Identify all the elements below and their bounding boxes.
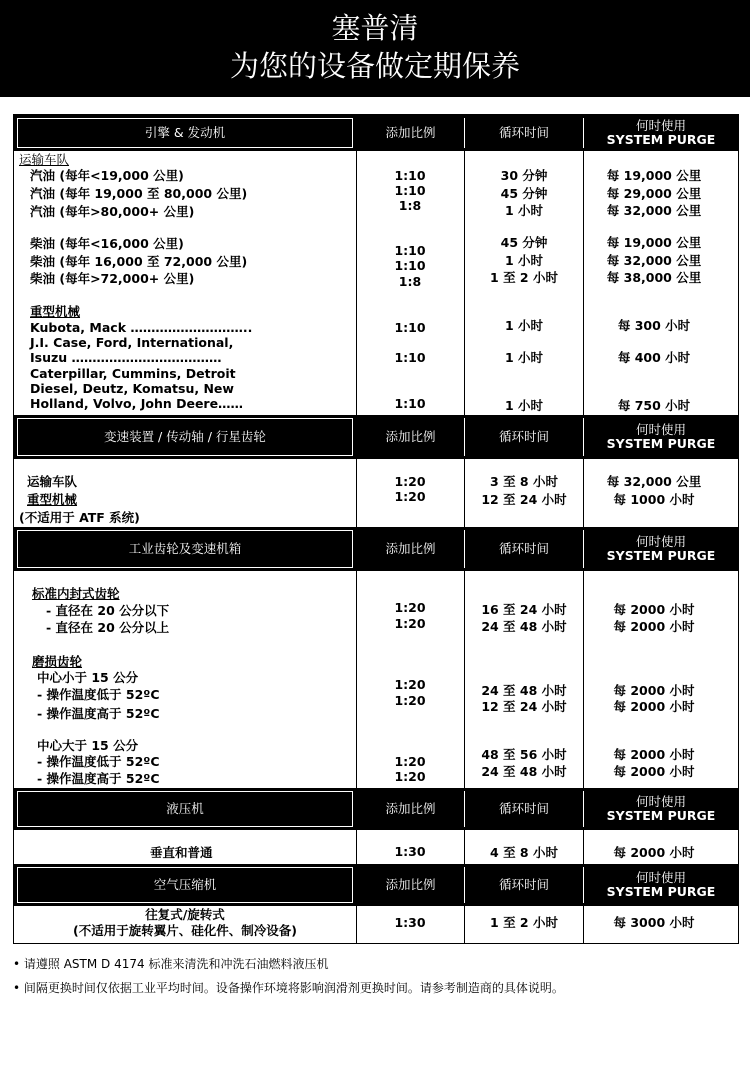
air-row-1: 往复式/旋转式: [145, 907, 225, 922]
header-cycle: 循环时间: [498, 541, 549, 556]
heavy-row-2a: J.I. Case, Ford, International,: [30, 335, 234, 350]
std-gear-label: 标准内封式齿轮: [32, 586, 120, 601]
header-air-title: 空气压缩机: [17, 867, 353, 903]
diesel-row-2: 柴油 (每年 16,000 至 72,000 公里): [30, 254, 248, 269]
header-ratio: 添加比例: [385, 125, 436, 140]
heavy-row-2b: Isuzu ………………………………: [30, 350, 222, 365]
header-ratio: 添加比例: [385, 801, 436, 816]
header-cycle: 循环时间: [498, 125, 549, 140]
hydraulic-row: 垂直和普通: [150, 845, 213, 860]
air-row-2: (不适用于旋转翼片、硅化件、制冷设备): [73, 923, 297, 938]
diesel-row-3: 柴油 (每年>72,000+ 公里): [30, 271, 195, 286]
trans-fleet: 运输车队: [27, 474, 78, 489]
header-cycle: 循环时间: [498, 429, 549, 444]
trans-note: (不适用于 ATF 系统): [19, 510, 140, 525]
heavy-row-3b: Diesel, Deutz, Komatsu, New: [30, 381, 234, 396]
gas-row-1: 汽油 (每年<19,000 公里): [30, 168, 184, 183]
std-row-1: - 直径在 20 公分以下: [46, 603, 170, 618]
header-when: 何时使用 SYSTEM PURGE: [606, 422, 716, 451]
large-row-1: - 操作温度低于 52ºC: [37, 754, 160, 769]
heavy-row-1: Kubota, Mack ………………………..: [30, 320, 253, 335]
table-body: 运输车队 汽油 (每年<19,000 公里) 1:10 30 分钟 每 19,000 公里 汽油 (每年 19,000 至 80,000 公里) 1:10 45 分钟 每 29,000 公里 汽油 (每年>80,000+ 公里) 1:8 1 小时 每 32,000 公里 柴油 (每年<16,000 公里) 1:10 45 分钟 每 19,000 公里 柴油 (每年 16,000 至 72,000 公里) 1:10 1 小时 每 32,000 公里 柴油 (每年>72,000+ 公里) 1:8 1 至 2 小时 每 38,000 公里 重型机械 Kubota, Mack ……………………….. 1:10 1 小时 每 300 小时 J.I. Case, Ford, International, Isuzu ……………………………… 1:10 1 小时 每 400 小时 Caterpillar, Cummins, Detroit Diesel, Deutz, Komatsu, New Holland, Volvo, John Deere…… 1:10 1 小时 每 750 小时 运输车队 1:20 3 至 8 小时 每 32,000 公里 重型机械 1:20 12 至 24 小时 每 1000 小时 (不适用于 ATF 系统) 标准内封式齿轮 - 直径在 20 公分以下 1:20 16 至 24 小时 每 2000 小时 - 直径在 20 公分以上 1:20 24 至 48 小时 每 2000 小时 磨损齿轮 中心小于 15 公分 - 操作温度低于 52ºC 1:20 24 至 48 小时 每 2000 小时 - 操作温度高于 52ºC 1:20 12 至 24 小时 每 2000 小时 中心大于 15 公分 - 操作温度低于 52ºC 1:20 48 至 56 小时 每 2000 小时 - 操作温度高于 52ºC 1:20 24 至 48 小时 每 2000 小时 垂直和普通 1:30 4 至 8 小时 每 2000 小时 往复式/旋转式 (不适用于旋转翼片、硅化件、制冷设备) 1:30 1 至 2 小时 每 3000 小时: [0, 0, 750, 1081]
gas-row-2: 汽油 (每年 19,000 至 80,000 公里): [30, 186, 248, 201]
small-center-label: 中心小于 15 公分: [37, 670, 139, 685]
header-engine-title: 引擎 & 发动机: [17, 118, 353, 148]
small-row-1: - 操作温度低于 52ºC: [37, 687, 160, 702]
gas-row-3: 汽油 (每年>80,000+ 公里): [30, 204, 195, 219]
header-hydraulic-title: 液压机: [17, 791, 353, 827]
page-subtitle: 为您的设备做定期保养: [229, 49, 520, 83]
worn-gear-label: 磨损齿轮: [32, 654, 83, 669]
footnote-1: • 请遵照 ASTM D 4174 标准来清洗和冲洗石油燃料液压机: [13, 957, 329, 971]
header-when: 何时使用 SYSTEM PURGE: [606, 794, 716, 823]
header-cycle: 循环时间: [498, 877, 549, 892]
header-ratio: 添加比例: [385, 429, 436, 444]
heavy-row-3a: Caterpillar, Cummins, Detroit: [30, 366, 236, 381]
large-row-2: - 操作温度高于 52ºC: [37, 771, 160, 786]
fleet-label: 运输车队: [19, 152, 70, 167]
page-title: 塞普清: [331, 11, 419, 45]
header-ratio: 添加比例: [385, 541, 436, 556]
header-when: 何时使用 SYSTEM PURGE: [606, 534, 716, 563]
heavy-label: 重型机械: [30, 304, 81, 319]
footnote-2: • 间隔更换时间仅依据工业平均时间。设备操作环境将影响润滑剂更换时间。请参考制造商的具体说明。: [13, 981, 564, 995]
diesel-row-1: 柴油 (每年<16,000 公里): [30, 236, 184, 251]
large-center-label: 中心大于 15 公分: [37, 738, 139, 753]
heavy-row-3c: Holland, Volvo, John Deere……: [30, 396, 244, 411]
header-when: 何时使用 SYSTEM PURGE: [606, 118, 716, 147]
trans-heavy: 重型机械: [27, 492, 78, 507]
header-cycle: 循环时间: [498, 801, 549, 816]
std-row-2: - 直径在 20 公分以上: [46, 620, 170, 635]
header-when: 何时使用 SYSTEM PURGE: [606, 870, 716, 899]
header-transmission-title: 变速装置 / 传动轴 / 行星齿轮: [17, 418, 353, 456]
header-gear-title: 工业齿轮及变速机箱: [17, 530, 353, 568]
small-row-2: - 操作温度高于 52ºC: [37, 706, 160, 721]
header-ratio: 添加比例: [385, 877, 436, 892]
